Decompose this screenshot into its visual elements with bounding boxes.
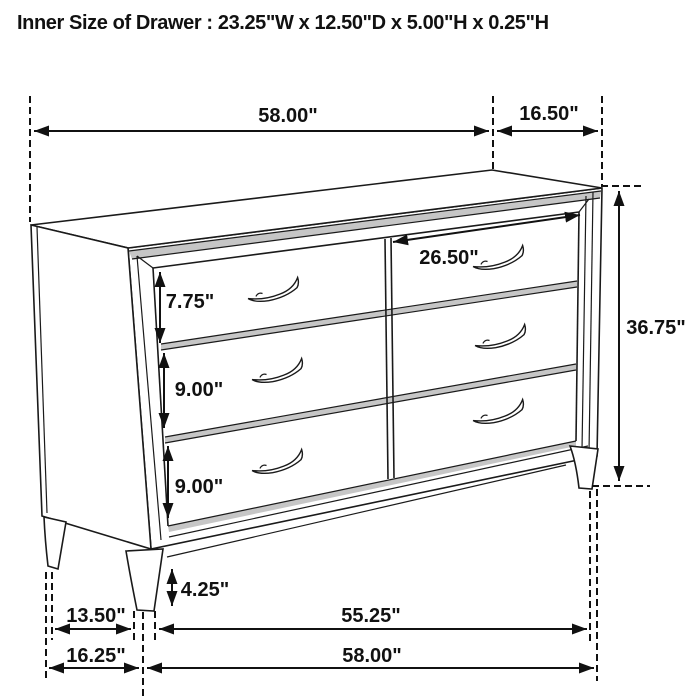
dim-top-depth-label: 16.50"	[519, 103, 579, 125]
dim-overall-height-label: 36.75"	[626, 317, 686, 339]
dim-leg-inset	[55, 605, 131, 629]
dim-base-width	[147, 645, 594, 668]
dim-top-depth	[497, 103, 598, 131]
dim-top-width	[34, 105, 489, 131]
dim-leg-inset-label: 13.50"	[66, 605, 126, 627]
back-left-leg	[44, 517, 66, 569]
front-left-leg	[126, 549, 163, 611]
dim-top-drawer-height-label: 7.75"	[165, 291, 215, 313]
dim-middle-drawer-height-label: 9.00"	[174, 379, 224, 401]
dim-leg-span-label: 55.25"	[341, 605, 401, 627]
dresser-illustration	[31, 170, 602, 611]
dim-inner-drawer-width-label: 26.50"	[419, 247, 479, 269]
dim-base-depth-label: 16.25"	[66, 645, 126, 667]
front-right-leg	[570, 446, 598, 489]
dim-leg-span	[159, 605, 587, 629]
dim-base-depth	[49, 645, 139, 668]
page-title: Inner Size of Drawer : 23.25"W x 12.50"D x 5.00"H x 0.25"H	[17, 12, 549, 34]
dim-top-width-label: 58.00"	[258, 105, 318, 127]
dim-overall-height	[619, 191, 686, 481]
dim-bottom-drawer-height-label: 9.00"	[174, 476, 224, 498]
dim-leg-height-label: 4.25"	[180, 579, 230, 601]
dim-leg-height	[172, 569, 229, 606]
dim-base-width-label: 58.00"	[342, 645, 402, 667]
